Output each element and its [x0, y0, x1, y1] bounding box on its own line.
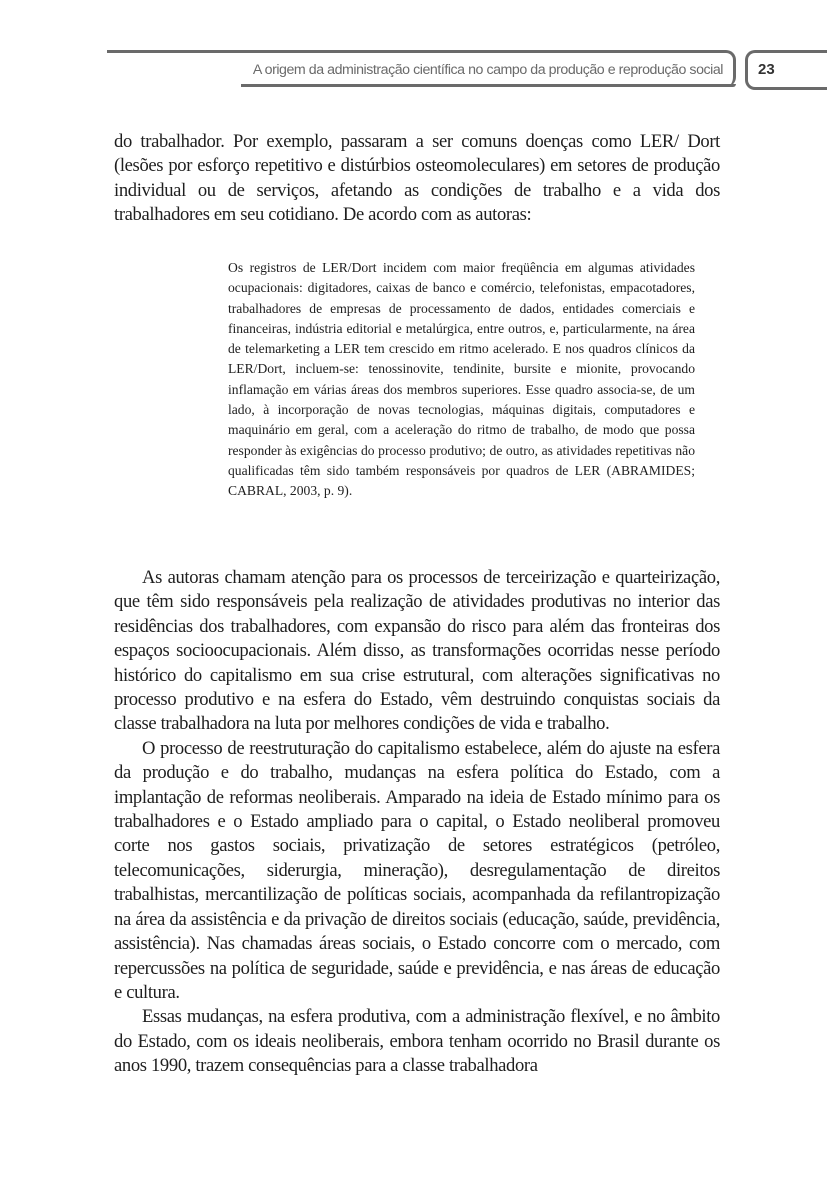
intro-paragraph: do trabalhador. Por exemplo, passaram a ser comuns doenças como LER/ Dort (lesões por esforço repetitivo e distúrbios osteomoleculares) em setores de produção individual ou de serviços, afetando as condições de trabalho e a vida dos trabalhadores em seu cotidiano. De acordo com as autoras: [114, 131, 720, 226]
intro-paragraph-block [114, 130, 720, 228]
paragraph: Essas mudanças, na esfera produtiva, com a administração flexível, e no âmbito do Estado, com os ideais neoliberais, embora tenham ocorrido no Brasil durante os anos 1990, trazem consequências para a classe trabalhadora [114, 1006, 720, 1077]
running-header [0, 0, 827, 100]
block-quote-text: Os registros de LER/Dort incidem com maior freqüência em algumas atividades ocupacionais: digitadores, caixas de banco e comércio, telefonistas, empacotadores, trabalhadores de empresas de processamento de dados, entidades comerciais e financeiras, indústria editorial e metalúrgica, entre outros, e, particularmente, na área de telemarketing a LER tem crescido em ritmo acelerado. E nos quadros clínicos da LER/Dort, incluem-se: tenossinovite, tendinite, bursite e mionite, provocando inflamação em várias áreas dos membros superiores. Esse quadro associa-se, de um lado, à incorporação de novas tecnologias, máquinas digitais, computadores e maquinário em geral, com a aceleração do ritmo de trabalho, de modo que possa responder às exigências do processo produtivo; de outro, as atividades repetitivas não qualificadas têm sido também responsáveis por quadros de LER (ABRAMIDES; CABRAL, 2003, p. 9). [228, 260, 695, 499]
block-quote [228, 258, 695, 502]
paragraph: As autoras chamam atenção para os processos de terceirização e quarteirização, que têm sido responsáveis pela realização de atividades produtivas no interior das residências dos trabalhadores, com expansão do risco para além das fronteiras dos espaços socioocupacionais. Além disso, as transformações ocorridas nesse período histórico do capitalismo em sua crise estrutural, com alterações significativas no processo produtivo e na esfera do Estado, vêm destruindo conquistas sociais da classe trabalhadora na luta por melhores condições de vida e trabalho. [114, 567, 720, 735]
page-number-frame [745, 50, 827, 90]
running-title-frame [107, 50, 736, 87]
paragraph: O processo de reestruturação do capitalismo estabelece, além do ajuste na esfera da produção e do trabalho, mudanças na esfera política do Estado, com a implantação de reformas neoliberais. Amparado na ideia de Estado mínimo para os trabalhadores e o Estado ampliado para o capital, o Estado neoliberal promoveu corte nos gastos sociais, privatização de setores estratégicos (petróleo, telecomunicações, siderurgia, mineração), desregulamentação de direitos trabalhistas, mercantilização de políticas sociais, acompanhada da refilantropização na área da assistência e da privação de direitos sociais (educação, saúde, previdência, assistência). Nas chamadas áreas sociais, o Estado concorre com o mercado, com repercussões na política de seguridade, saúde e previdência, e nas áreas de educação e cultura. [114, 737, 720, 1003]
running-title: A origem da administração científica no campo da produção e reprodução social [252, 62, 723, 78]
body-paragraphs [114, 566, 720, 1079]
header-rule [241, 84, 736, 87]
page-number: 23 [758, 61, 775, 78]
